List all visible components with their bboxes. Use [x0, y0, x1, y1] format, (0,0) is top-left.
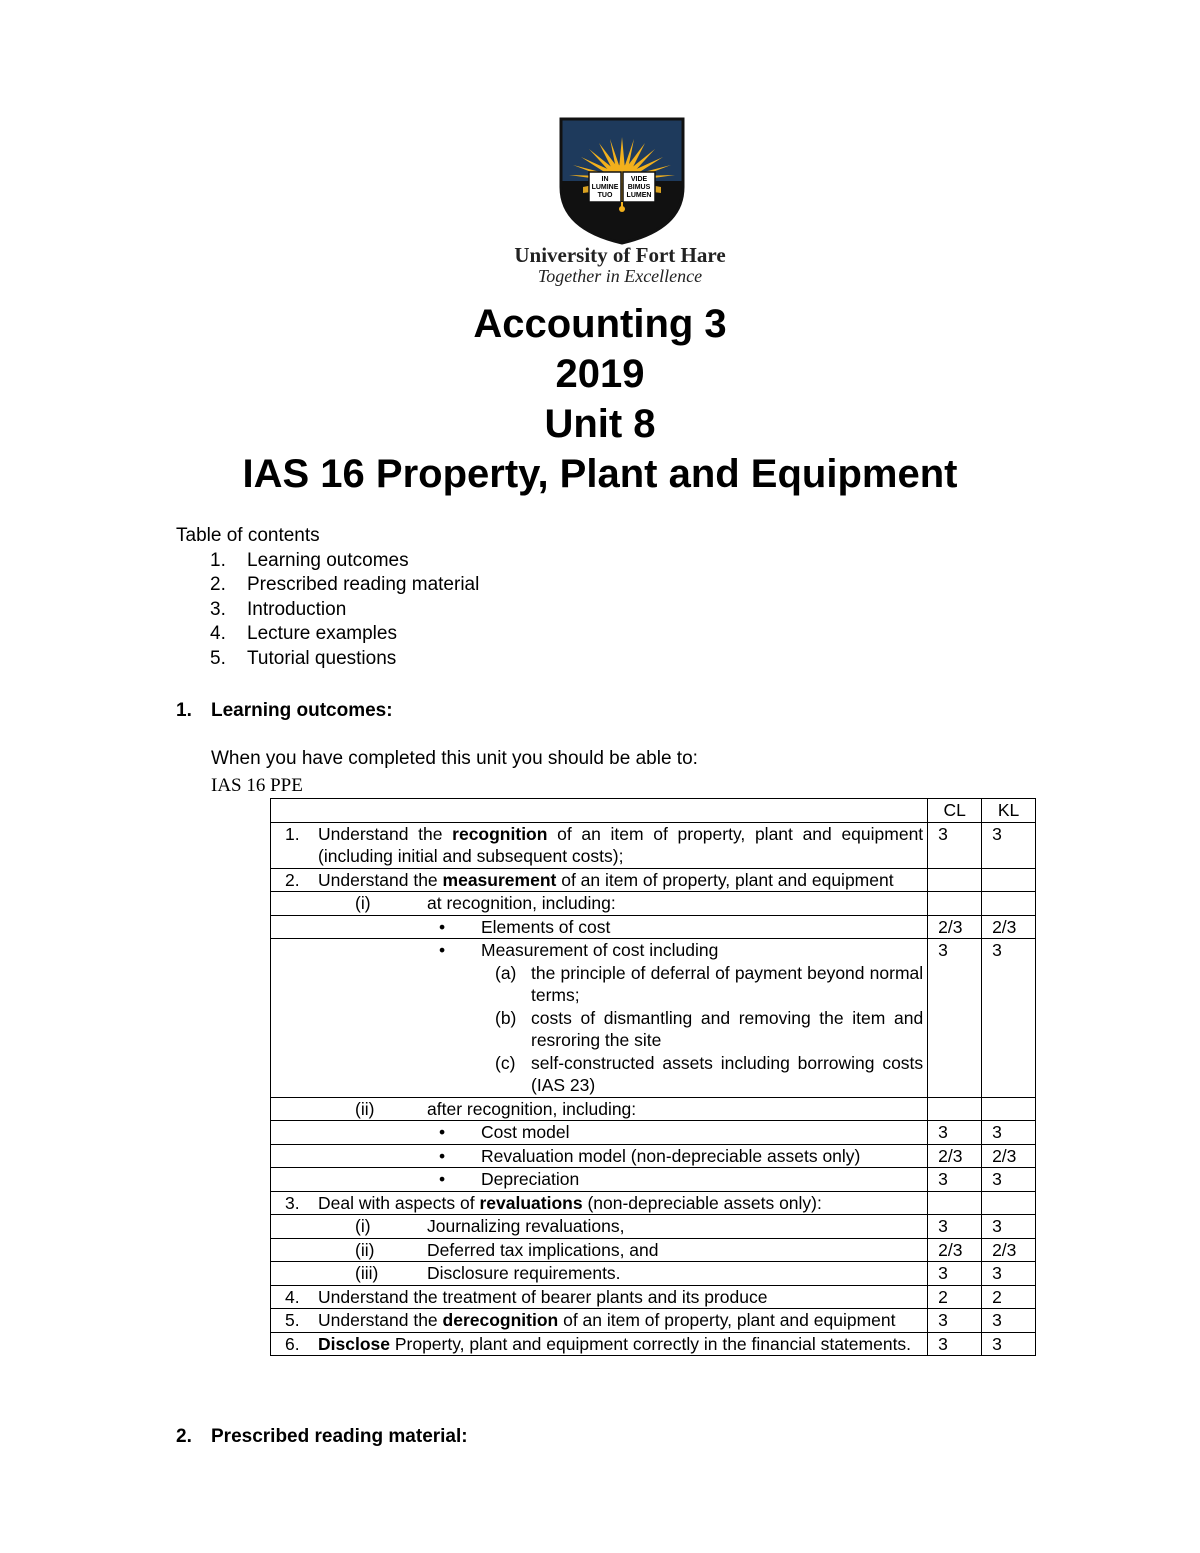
kl-value: 3 — [982, 822, 1036, 868]
outcome-keyword: Disclose — [318, 1333, 390, 1354]
bullet-text: Measurement of cost including — [481, 940, 719, 960]
kl-value: 2/3 — [982, 1144, 1036, 1168]
outcome-number: 2. — [285, 869, 300, 890]
cl-value: 2/3 — [928, 1238, 982, 1262]
toc-item — [176, 549, 479, 574]
section-heading-prescribed-reading — [176, 1426, 468, 1448]
table-row — [271, 939, 1036, 1098]
cl-value: 3 — [928, 939, 982, 1098]
section-number: 1. — [176, 700, 192, 721]
cl-value: 3 — [928, 1332, 982, 1356]
outcome-number: 6. — [285, 1333, 300, 1354]
unit-title: Unit 8 — [544, 402, 656, 446]
table-row — [271, 1238, 1036, 1262]
toc-item — [176, 647, 479, 672]
col-header-cl: CL — [928, 799, 982, 823]
crest-text-5: BIMUS — [627, 184, 651, 191]
table-row — [271, 1097, 1036, 1121]
kl-value: 3 — [982, 1168, 1036, 1192]
bullet-icon: • — [439, 1169, 446, 1189]
table-row — [271, 1262, 1036, 1286]
table-row — [271, 1285, 1036, 1309]
outcome-text: Understand the treatment of bearer plants and its produce — [318, 1286, 768, 1307]
outcome-text: of an item of property, plant and equipment — [556, 869, 894, 890]
table-row — [271, 1144, 1036, 1168]
kl-value: 2/3 — [982, 1238, 1036, 1262]
crest-text-3: TUO — [597, 192, 613, 199]
toc-item-number: 3. — [210, 598, 226, 620]
sub-letter: (a) — [495, 962, 517, 983]
outcome-text: of an item of property, plant and equipment — [558, 1310, 896, 1330]
bullet-icon: • — [439, 916, 446, 937]
outcome-text: of an item of property, plant and equipment (including initial and subsequent costs); — [318, 823, 924, 866]
bullet-icon: • — [439, 1145, 446, 1166]
table-row — [271, 1121, 1036, 1145]
sub-text: Deferred tax implications, and — [427, 1239, 659, 1260]
toc-item-label: Lecture examples — [247, 623, 397, 645]
outcome-text: Property, plant and equipment correctly in the financial statements. — [389, 1333, 912, 1354]
crest-text-6: LUMEN — [626, 192, 652, 199]
toc-item — [176, 598, 479, 623]
table-row — [271, 915, 1036, 939]
table-row — [271, 1309, 1036, 1333]
outcome-text: (non-depreciable assets only): — [582, 1192, 822, 1213]
university-name: University of Fort Hare — [514, 243, 726, 267]
cl-value: 2 — [928, 1285, 982, 1309]
sub-number: (i) — [355, 893, 371, 913]
outcome-number: 5. — [285, 1310, 300, 1330]
table-row — [271, 1168, 1036, 1192]
university-motto: Together in Excellence — [537, 266, 703, 286]
section-title: Learning outcomes: — [211, 700, 393, 721]
cl-value: 2/3 — [928, 915, 982, 939]
toc-item — [176, 622, 479, 647]
toc-item-number: 2. — [210, 574, 226, 596]
kl-value: 3 — [982, 1121, 1036, 1145]
unit-subject: IAS 16 Property, Plant and Equipment — [242, 452, 958, 496]
cl-value: 3 — [928, 1215, 982, 1239]
outcome-number: 3. — [285, 1192, 300, 1213]
section-heading-learning-outcomes — [176, 700, 393, 722]
outcome-text: Understand the — [318, 869, 443, 890]
bullet-icon: • — [439, 940, 446, 960]
kl-value: 3 — [982, 1332, 1036, 1356]
outcome-keyword: derecognition — [442, 1310, 559, 1330]
crest-text-4: VIDE — [630, 176, 648, 183]
toc-item-number: 4. — [210, 623, 226, 645]
outcome-keyword: recognition — [452, 823, 548, 844]
col-header-kl: KL — [982, 799, 1036, 823]
sub-letter: (c) — [495, 1052, 516, 1073]
course-title: Accounting 3 — [473, 302, 727, 346]
kl-value: 3 — [982, 1262, 1036, 1286]
sub-text: at recognition, including: — [427, 893, 616, 913]
kl-value: 3 — [982, 1215, 1036, 1239]
kl-value: 2/3 — [982, 915, 1036, 939]
table-row — [271, 822, 1036, 868]
sub-number: (ii) — [355, 1098, 375, 1119]
bullet-text: Cost model — [481, 1122, 570, 1142]
section-title: Prescribed reading material: — [211, 1426, 468, 1447]
cl-value: 3 — [928, 822, 982, 868]
outcome-keyword: measurement — [442, 869, 557, 890]
toc-item-label: Introduction — [247, 598, 347, 620]
sub-number: (i) — [355, 1216, 371, 1236]
table-header-row — [271, 799, 1036, 823]
learning-outcomes-table — [270, 798, 1036, 1356]
sub-number: (ii) — [355, 1239, 375, 1260]
kl-value: 3 — [982, 1309, 1036, 1333]
toc-item-number: 5. — [210, 647, 226, 669]
cl-value: 2/3 — [928, 1144, 982, 1168]
toc-item-number: 1. — [210, 549, 226, 571]
toc-item-label: Tutorial questions — [247, 647, 397, 669]
sub-text: Disclosure requirements. — [427, 1263, 621, 1283]
table-row — [271, 1191, 1036, 1215]
bullet-text: Revaluation model (non-depreciable assets only) — [481, 1145, 861, 1166]
section-number: 2. — [176, 1426, 192, 1447]
outcome-number: 4. — [285, 1286, 300, 1307]
kl-value: 2 — [982, 1285, 1036, 1309]
outcome-text: Understand the — [318, 1310, 443, 1330]
crest-text-2: LUMINE — [591, 184, 619, 191]
table-row — [271, 868, 1036, 892]
outcome-number: 1. — [285, 823, 300, 844]
table-row — [271, 1332, 1036, 1356]
outcome-text: Understand the — [318, 823, 453, 844]
toc-heading: Table of contents — [176, 525, 320, 546]
kl-value: 3 — [982, 939, 1036, 1098]
toc-item — [176, 573, 479, 598]
sub-letter-text: the principle of deferral of payment beyond normal terms; — [531, 962, 924, 1005]
table-of-contents — [176, 524, 479, 672]
section-intro: When you have completed this unit you should be able to: — [211, 748, 698, 769]
toc-item-label: Learning outcomes — [247, 549, 409, 571]
bullet-icon: • — [439, 1122, 446, 1142]
sub-text: Journalizing revaluations, — [427, 1216, 625, 1236]
university-crest-logo — [559, 117, 685, 245]
table-label: IAS 16 PPE — [211, 775, 303, 796]
sub-text: after recognition, including: — [427, 1098, 637, 1119]
sub-letter-text: costs of dismantling and removing the item and resroring the site — [531, 1007, 924, 1050]
sub-letter-text: self-constructed assets including borrowing costs (IAS 23) — [531, 1052, 924, 1095]
sub-letter: (b) — [495, 1007, 517, 1028]
outcome-text: Deal with aspects of — [318, 1192, 480, 1213]
bullet-text: Elements of cost — [481, 916, 611, 937]
table-row — [271, 1215, 1036, 1239]
toc-item-label: Prescribed reading material — [247, 574, 480, 596]
sub-number: (iii) — [355, 1263, 379, 1283]
cl-value: 3 — [928, 1121, 982, 1145]
cl-value: 3 — [928, 1262, 982, 1286]
cl-value: 3 — [928, 1309, 982, 1333]
course-year: 2019 — [555, 352, 645, 396]
cl-value: 3 — [928, 1168, 982, 1192]
crest-text-1: IN — [601, 176, 609, 183]
bullet-text: Depreciation — [481, 1169, 580, 1189]
outcome-keyword: revaluations — [479, 1192, 583, 1213]
university-header — [480, 243, 760, 287]
table-row — [271, 892, 1036, 916]
